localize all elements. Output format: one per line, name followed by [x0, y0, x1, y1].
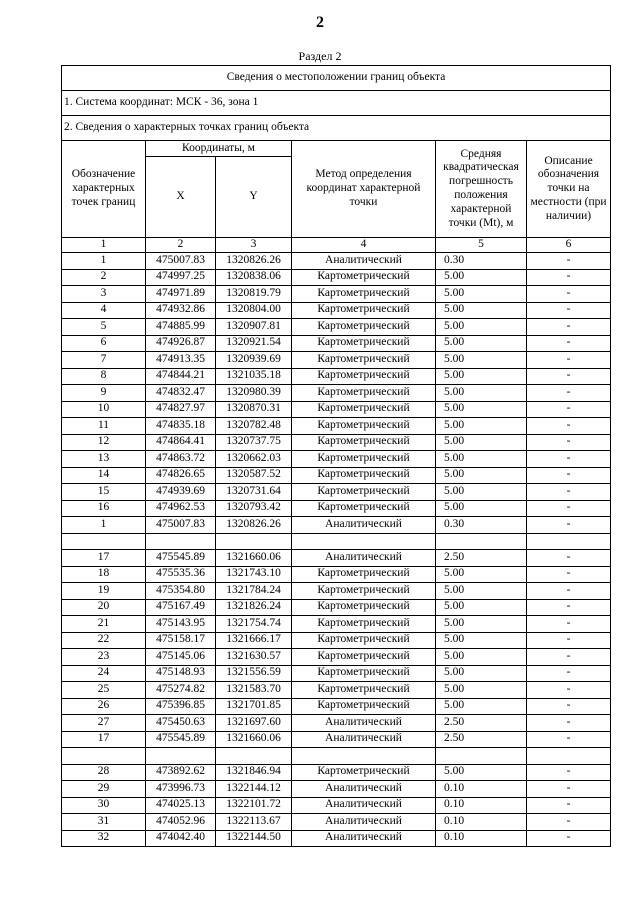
y-cell: 1321583.70 [216, 682, 292, 699]
point-cell: 28 [62, 764, 146, 781]
empty-cell [62, 533, 146, 550]
description-cell: - [527, 682, 611, 699]
description-cell: - [527, 830, 611, 847]
x-cell: 475545.89 [146, 550, 216, 567]
empty-cell [216, 533, 292, 550]
method-cell: Картометрический [292, 451, 436, 468]
description-cell: - [527, 385, 611, 402]
description-cell: - [527, 368, 611, 385]
point-cell: 14 [62, 467, 146, 484]
y-cell: 1321660.06 [216, 550, 292, 567]
y-cell: 1320939.69 [216, 352, 292, 369]
method-cell: Картометрический [292, 467, 436, 484]
header-y: Y [216, 157, 292, 238]
method-cell: Картометрический [292, 484, 436, 501]
point-cell: 13 [62, 451, 146, 468]
description-cell: - [527, 781, 611, 798]
description-cell: - [527, 467, 611, 484]
point-cell: 8 [62, 368, 146, 385]
table-row [62, 401, 611, 418]
error-cell: 5.00 [436, 319, 527, 336]
table-spacer-row [62, 533, 611, 550]
error-cell: 5.00 [436, 302, 527, 319]
error-cell: 5.00 [436, 583, 527, 600]
error-cell: 5.00 [436, 401, 527, 418]
description-cell: - [527, 335, 611, 352]
description-cell: - [527, 616, 611, 633]
x-cell: 475167.49 [146, 599, 216, 616]
table-row [62, 484, 611, 501]
error-cell: 5.00 [436, 335, 527, 352]
y-cell: 1320826.26 [216, 253, 292, 270]
x-cell: 475145.06 [146, 649, 216, 666]
y-cell: 1322144.50 [216, 830, 292, 847]
table-title: Сведения о местоположении границ объекта [62, 66, 611, 91]
y-cell: 1321630.57 [216, 649, 292, 666]
empty-cell [216, 748, 292, 765]
x-cell: 475007.83 [146, 253, 216, 270]
point-cell: 9 [62, 385, 146, 402]
description-cell: - [527, 715, 611, 732]
point-cell: 15 [62, 484, 146, 501]
column-number: 6 [527, 238, 611, 253]
method-cell: Картометрический [292, 682, 436, 699]
point-cell: 3 [62, 286, 146, 303]
y-cell: 1320662.03 [216, 451, 292, 468]
error-cell: 5.00 [436, 632, 527, 649]
table-row [62, 764, 611, 781]
x-cell: 474827.97 [146, 401, 216, 418]
error-cell: 5.00 [436, 286, 527, 303]
x-cell: 474025.13 [146, 797, 216, 814]
x-cell: 474913.35 [146, 352, 216, 369]
empty-cell [436, 533, 527, 550]
x-cell: 475450.63 [146, 715, 216, 732]
method-cell: Картометрический [292, 698, 436, 715]
table-row [62, 797, 611, 814]
point-cell: 11 [62, 418, 146, 435]
empty-cell [146, 748, 216, 765]
error-cell: 0.10 [436, 797, 527, 814]
point-cell: 10 [62, 401, 146, 418]
description-cell: - [527, 731, 611, 748]
method-cell: Картометрический [292, 632, 436, 649]
x-cell: 475148.93 [146, 665, 216, 682]
error-cell: 5.00 [436, 682, 527, 699]
y-cell: 1321826.24 [216, 599, 292, 616]
point-cell: 27 [62, 715, 146, 732]
y-cell: 1322113.67 [216, 814, 292, 831]
point-cell: 31 [62, 814, 146, 831]
y-cell: 1321754.74 [216, 616, 292, 633]
column-number: 5 [436, 238, 527, 253]
method-cell: Картометрический [292, 319, 436, 336]
error-cell: 5.00 [436, 616, 527, 633]
error-cell: 0.10 [436, 830, 527, 847]
error-cell: 5.00 [436, 368, 527, 385]
error-cell: 2.50 [436, 715, 527, 732]
column-number: 4 [292, 238, 436, 253]
method-cell: Картометрический [292, 385, 436, 402]
error-cell: 0.30 [436, 253, 527, 270]
description-cell: - [527, 352, 611, 369]
empty-cell [292, 533, 436, 550]
x-cell: 474864.41 [146, 434, 216, 451]
points-heading: 2. Сведения о характерных точках границ объекта [62, 116, 611, 141]
x-cell: 474042.40 [146, 830, 216, 847]
method-cell: Картометрический [292, 286, 436, 303]
description-cell: - [527, 665, 611, 682]
method-cell: Картометрический [292, 352, 436, 369]
method-cell: Картометрический [292, 401, 436, 418]
header-coordinates: Координаты, м [146, 141, 292, 157]
table-row [62, 302, 611, 319]
table-row [62, 781, 611, 798]
method-cell: Картометрический [292, 566, 436, 583]
point-cell: 7 [62, 352, 146, 369]
error-cell: 5.00 [436, 434, 527, 451]
method-cell: Картометрический [292, 302, 436, 319]
method-cell: Аналитический [292, 550, 436, 567]
table-row [62, 616, 611, 633]
point-cell: 21 [62, 616, 146, 633]
error-cell: 0.30 [436, 517, 527, 534]
table-row [62, 286, 611, 303]
point-cell: 26 [62, 698, 146, 715]
method-cell: Картометрический [292, 269, 436, 286]
point-cell: 25 [62, 682, 146, 699]
method-cell: Аналитический [292, 781, 436, 798]
description-cell: - [527, 583, 611, 600]
empty-cell [62, 748, 146, 765]
x-cell: 473892.62 [146, 764, 216, 781]
description-cell: - [527, 286, 611, 303]
x-cell: 475143.95 [146, 616, 216, 633]
description-cell: - [527, 764, 611, 781]
x-cell: 474826.65 [146, 467, 216, 484]
table-row [62, 632, 611, 649]
table-row [62, 335, 611, 352]
empty-cell [527, 533, 611, 550]
method-cell: Картометрический [292, 434, 436, 451]
y-cell: 1320737.75 [216, 434, 292, 451]
description-cell: - [527, 649, 611, 666]
method-cell: Картометрический [292, 764, 436, 781]
x-cell: 474939.69 [146, 484, 216, 501]
error-cell: 0.10 [436, 781, 527, 798]
y-cell: 1321666.17 [216, 632, 292, 649]
method-cell: Картометрический [292, 418, 436, 435]
x-cell: 474052.96 [146, 814, 216, 831]
table-row [62, 731, 611, 748]
y-cell: 1321660.06 [216, 731, 292, 748]
error-cell: 2.50 [436, 550, 527, 567]
y-cell: 1322144.12 [216, 781, 292, 798]
table-row [62, 599, 611, 616]
table-row [62, 550, 611, 567]
description-cell: - [527, 269, 611, 286]
method-cell: Картометрический [292, 599, 436, 616]
method-cell: Картометрический [292, 500, 436, 517]
description-cell: - [527, 566, 611, 583]
header-x: X [146, 157, 216, 238]
method-cell: Аналитический [292, 253, 436, 270]
table-row [62, 451, 611, 468]
section-title: Раздел 2 [298, 49, 342, 63]
y-cell: 1320731.64 [216, 484, 292, 501]
y-cell: 1320819.79 [216, 286, 292, 303]
table-row [62, 583, 611, 600]
empty-cell [146, 533, 216, 550]
x-cell: 474835.18 [146, 418, 216, 435]
point-cell: 20 [62, 599, 146, 616]
description-cell: - [527, 418, 611, 435]
table-row [62, 665, 611, 682]
column-numbers-row [62, 238, 611, 253]
table-row [62, 517, 611, 534]
error-cell: 5.00 [436, 467, 527, 484]
boundary-points-table [61, 65, 611, 847]
description-cell: - [527, 434, 611, 451]
x-cell: 475274.82 [146, 682, 216, 699]
header-description: Описание обозначения точки на местности (при наличии) [527, 141, 611, 238]
table-row [62, 269, 611, 286]
table-row [62, 698, 611, 715]
description-cell: - [527, 451, 611, 468]
x-cell: 474926.87 [146, 335, 216, 352]
table-row [62, 352, 611, 369]
method-cell: Аналитический [292, 830, 436, 847]
point-cell: 22 [62, 632, 146, 649]
x-cell: 475158.17 [146, 632, 216, 649]
y-cell: 1320907.81 [216, 319, 292, 336]
table-row [62, 434, 611, 451]
x-cell: 474932.86 [146, 302, 216, 319]
point-cell: 18 [62, 566, 146, 583]
y-cell: 1321743.10 [216, 566, 292, 583]
y-cell: 1321784.24 [216, 583, 292, 600]
x-cell: 474832.47 [146, 385, 216, 402]
description-cell: - [527, 632, 611, 649]
description-cell: - [527, 253, 611, 270]
method-cell: Аналитический [292, 715, 436, 732]
y-cell: 1320804.00 [216, 302, 292, 319]
x-cell: 475535.36 [146, 566, 216, 583]
y-cell: 1321846.94 [216, 764, 292, 781]
table-spacer-row [62, 748, 611, 765]
method-cell: Картометрический [292, 616, 436, 633]
empty-cell [292, 748, 436, 765]
table-row [62, 500, 611, 517]
point-cell: 32 [62, 830, 146, 847]
x-cell: 474997.25 [146, 269, 216, 286]
description-cell: - [527, 484, 611, 501]
y-cell: 1321035.18 [216, 368, 292, 385]
error-cell: 5.00 [436, 385, 527, 402]
coordinate-system: 1. Система координат: МСК - 36, зона 1 [62, 91, 611, 116]
description-cell: - [527, 814, 611, 831]
empty-cell [436, 748, 527, 765]
error-cell: 5.00 [436, 418, 527, 435]
error-cell: 5.00 [436, 665, 527, 682]
method-cell: Аналитический [292, 814, 436, 831]
x-cell: 475007.83 [146, 517, 216, 534]
error-cell: 5.00 [436, 649, 527, 666]
description-cell: - [527, 517, 611, 534]
table-row [62, 418, 611, 435]
y-cell: 1322101.72 [216, 797, 292, 814]
description-cell: - [527, 302, 611, 319]
page-number: 2 [316, 14, 324, 31]
table-row [62, 319, 611, 336]
y-cell: 1320826.26 [216, 517, 292, 534]
x-cell: 474844.21 [146, 368, 216, 385]
table-row [62, 385, 611, 402]
column-number: 3 [216, 238, 292, 253]
error-cell: 5.00 [436, 451, 527, 468]
point-cell: 17 [62, 550, 146, 567]
table-row [62, 682, 611, 699]
description-cell: - [527, 599, 611, 616]
point-cell: 23 [62, 649, 146, 666]
y-cell: 1321701.85 [216, 698, 292, 715]
x-cell: 474962.53 [146, 500, 216, 517]
method-cell: Картометрический [292, 583, 436, 600]
error-cell: 5.00 [436, 599, 527, 616]
y-cell: 1320793.42 [216, 500, 292, 517]
description-cell: - [527, 401, 611, 418]
y-cell: 1320587.52 [216, 467, 292, 484]
error-cell: 5.00 [436, 764, 527, 781]
method-cell: Картометрический [292, 665, 436, 682]
point-cell: 30 [62, 797, 146, 814]
point-cell: 4 [62, 302, 146, 319]
table-row [62, 253, 611, 270]
table-row [62, 715, 611, 732]
x-cell: 474863.72 [146, 451, 216, 468]
point-cell: 29 [62, 781, 146, 798]
point-cell: 16 [62, 500, 146, 517]
point-cell: 2 [62, 269, 146, 286]
error-cell: 5.00 [436, 500, 527, 517]
table-row [62, 467, 611, 484]
x-cell: 474885.99 [146, 319, 216, 336]
column-number: 1 [62, 238, 146, 253]
header-error: Средняя квадратическая погрешность положения характерной точки (Mt), м [436, 141, 527, 238]
description-cell: - [527, 797, 611, 814]
description-cell: - [527, 500, 611, 517]
error-cell: 5.00 [436, 698, 527, 715]
method-cell: Аналитический [292, 731, 436, 748]
point-cell: 17 [62, 731, 146, 748]
y-cell: 1321697.60 [216, 715, 292, 732]
y-cell: 1320921.54 [216, 335, 292, 352]
error-cell: 2.50 [436, 731, 527, 748]
table-row [62, 830, 611, 847]
description-cell: - [527, 319, 611, 336]
table-row [62, 814, 611, 831]
method-cell: Картометрический [292, 649, 436, 666]
error-cell: 5.00 [436, 352, 527, 369]
point-cell: 1 [62, 517, 146, 534]
point-cell: 19 [62, 583, 146, 600]
table-row [62, 566, 611, 583]
method-cell: Аналитический [292, 797, 436, 814]
method-cell: Картометрический [292, 335, 436, 352]
table-row [62, 368, 611, 385]
column-number: 2 [146, 238, 216, 253]
error-cell: 5.00 [436, 484, 527, 501]
x-cell: 475354.80 [146, 583, 216, 600]
header-designation: Обозначение характерных точек границ [62, 141, 146, 238]
x-cell: 473996.73 [146, 781, 216, 798]
y-cell: 1320870.31 [216, 401, 292, 418]
x-cell: 475545.89 [146, 731, 216, 748]
y-cell: 1321556.59 [216, 665, 292, 682]
point-cell: 1 [62, 253, 146, 270]
error-cell: 5.00 [436, 566, 527, 583]
y-cell: 1320980.39 [216, 385, 292, 402]
point-cell: 5 [62, 319, 146, 336]
error-cell: 5.00 [436, 269, 527, 286]
error-cell: 0.10 [436, 814, 527, 831]
point-cell: 12 [62, 434, 146, 451]
x-cell: 475396.85 [146, 698, 216, 715]
table-row [62, 649, 611, 666]
x-cell: 474971.89 [146, 286, 216, 303]
header-method: Метод определения координат характерной точки [292, 141, 436, 238]
point-cell: 6 [62, 335, 146, 352]
method-cell: Аналитический [292, 517, 436, 534]
description-cell: - [527, 550, 611, 567]
y-cell: 1320782.48 [216, 418, 292, 435]
method-cell: Картометрический [292, 368, 436, 385]
description-cell: - [527, 698, 611, 715]
y-cell: 1320838.06 [216, 269, 292, 286]
empty-cell [527, 748, 611, 765]
point-cell: 24 [62, 665, 146, 682]
